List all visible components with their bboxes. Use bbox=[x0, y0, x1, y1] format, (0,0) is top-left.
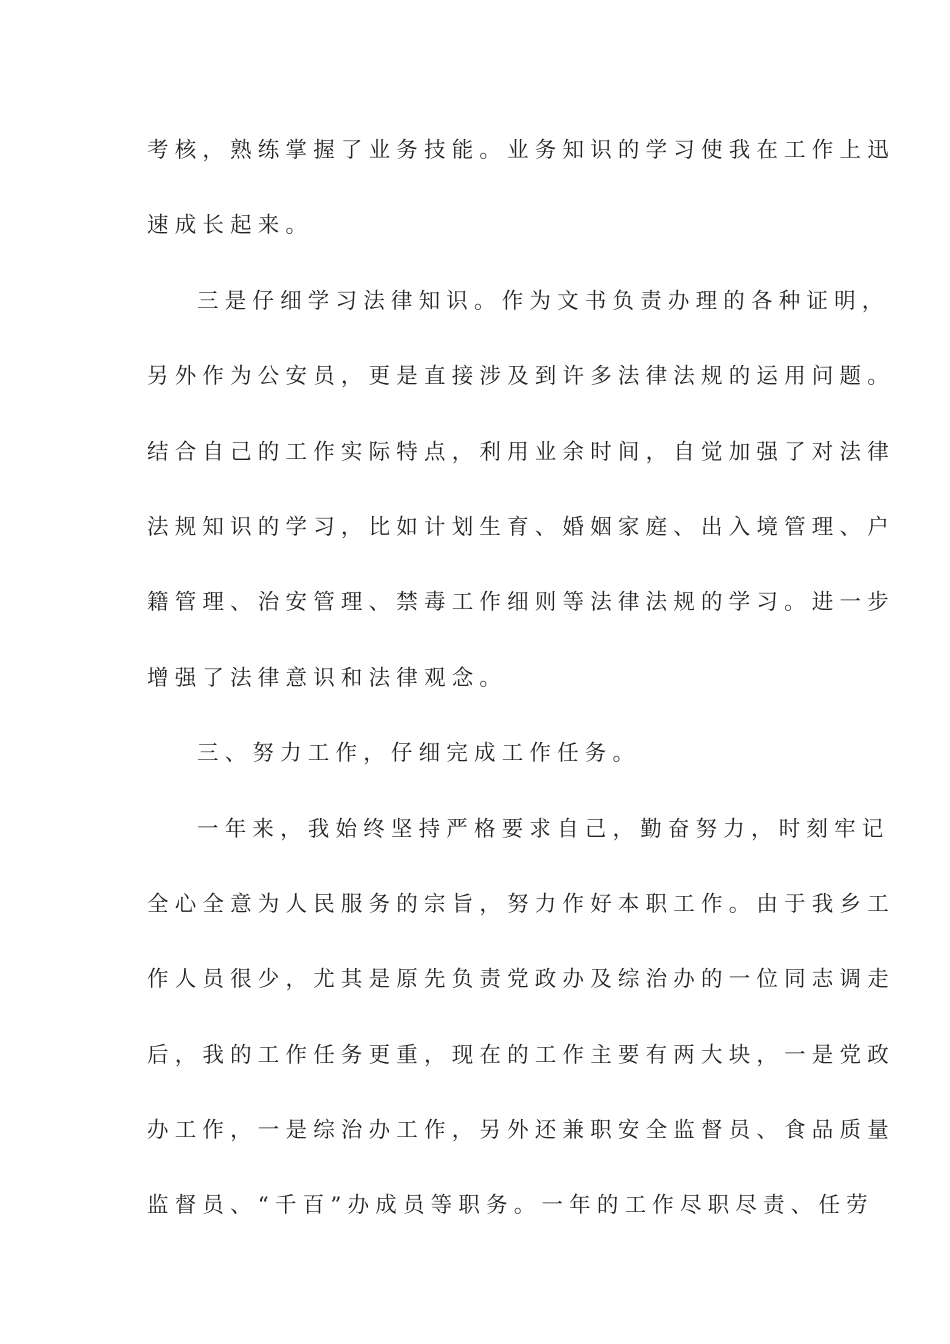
text-line: 考核，熟练掌握了业务技能。业务知识的学习使我在工作上迅 bbox=[147, 138, 895, 163]
text-line: 监督员、“千百”办成员等职务。一年的工作尽职尽责、任劳 bbox=[147, 1193, 874, 1219]
paragraph-start-line: 三是仔细学习法律知识。作为文书负责办理的各种证明， bbox=[197, 288, 890, 314]
document-body bbox=[147, 124, 895, 1255]
section-heading: 三、努力工作，仔细完成工作任务。 bbox=[197, 741, 641, 767]
text-line: 另外作为公安员，更是直接涉及到许多法律法规的运用问题。 bbox=[147, 364, 895, 390]
text-line: 作人员很少，尤其是原先负责党政办及综治办的一位同志调走 bbox=[147, 967, 895, 993]
text-line: 增强了法律意识和法律观念。 bbox=[147, 665, 508, 691]
paragraph-start-line: 一年来，我始终坚持严格要求自己，勤奋努力，时刻牢记 bbox=[197, 816, 890, 842]
text-line: 办工作，一是综治办工作，另外还兼职安全监督员、食品质量 bbox=[147, 1118, 895, 1144]
text-line: 后，我的工作任务更重，现在的工作主要有两大块，一是党政 bbox=[147, 1042, 895, 1068]
text-line: 全心全意为人民服务的宗旨，努力作好本职工作。由于我乡工 bbox=[147, 891, 895, 917]
text-line: 籍管理、治安管理、禁毒工作细则等法律法规的学习。进一步 bbox=[147, 590, 895, 616]
text-line: 速成长起来。 bbox=[147, 213, 314, 239]
text-line: 结合自己的工作实际特点，利用业余时间，自觉加强了对法律 bbox=[147, 439, 895, 465]
text-line: 法规知识的学习，比如计划生育、婚姻家庭、出入境管理、户 bbox=[147, 514, 895, 540]
